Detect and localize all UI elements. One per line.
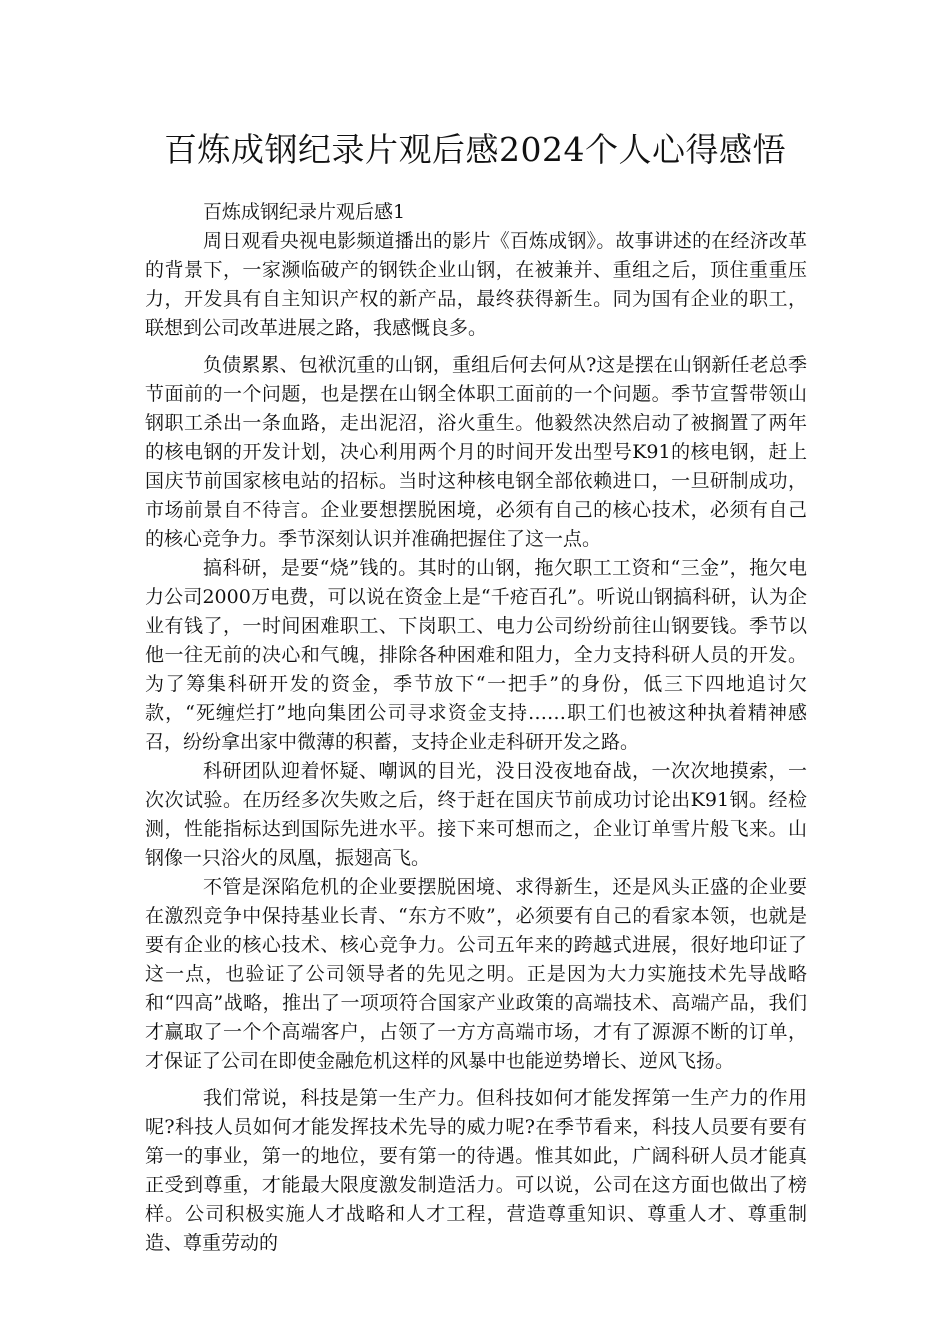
paragraph-5: 不管是深陷危机的企业要摆脱困境、求得新生，还是风头正盛的企业要在激烈竞争中保持基业长青、“东方不败”，必须要有自己的看家本领，也就是要有企业的核心技术、核心竞争力。公司五年来的跨越式进展，很好地印证了这一点，也验证了公司领导者的先见之明。正是因为大力实施技术先导战略和“四高”战略，推出了一项项符合国家产业政策的高端技术、高端产品，我们才赢取了一个个高端客户，占领了一方方高端市场，才有了源源不断的订单，才保证了公司在即使金融危机这样的风暴中也能逆势增长、逆风飞扬。 bbox=[145, 876, 807, 1072]
paragraph-4: 科研团队迎着怀疑、嘲讽的目光，没日没夜地奋战，一次次地摸索，一次次试验。在历经多次失败之后，终于赶在国庆节前成功讨论出K91钢。经检测，性能指标达到国际先进水平。接下来可想而之，企业订单雪片般飞来。山钢像一只浴火的凤凰，振翅高飞。 bbox=[145, 760, 807, 869]
document-title: 百炼成钢纪录片观后感2024个人心得感悟 bbox=[164, 130, 786, 169]
paragraph-3: 搞科研，是要“烧”钱的。其时的山钢，拖欠职工工资和“三金”，拖欠电力公司2000万电费，可以说在资金上是“千疮百孔”。听说山钢搞科研，认为企业有钱了，一时间困难职工、下岗职工、电力公司纷纷前往山钢要钱。季节以他一往无前的决心和气魄，排除各种困难和阻力，全力支持科研人员的开发。为了筹集科研开发的资金，季节放下“一把手”的身份，低三下四地追讨欠款，“死缠烂打”地向集团公司寻求资金支持……职工们也被这种执着精神感召，纷纷拿出家中微薄的积蓄，支持企业走科研开发之路。 bbox=[145, 557, 807, 753]
document-body bbox=[145, 198, 807, 1258]
paragraph-2: 负债累累、包袱沉重的山钢，重组后何去何从?这是摆在山钢新任老总季节面前的一个问题，也是摆在山钢全体职工面前的一个问题。季节宣誓带领山钢职工杀出一条血路，走出泥沼，浴火重生。他毅然决然启动了被搁置了两年的核电钢的开发计划，决心利用两个月的时间开发出型号K91的核电钢，赶上国庆节前国家核电站的招标。当时这种核电钢全部依赖进口，一旦研制成功，市场前景自不待言。企业要想摆脱困境，必须有自己的核心技术，必须有自己的核心竞争力。季节深刻认识并准确把握住了这一点。 bbox=[145, 354, 807, 550]
paragraph-1: 周日观看央视电影频道播出的影片《百炼成钢》。故事讲述的在经济改革的背景下，一家濒临破产的钢铁企业山钢，在被兼并、重组之后，顶住重重压力，开发具有自主知识产权的新产品，最终获得新生。同为国有企业的职工，联想到公司改革进展之路，我感慨良多。 bbox=[145, 230, 807, 339]
section-subtitle: 百炼成钢纪录片观后感1 bbox=[203, 201, 406, 223]
paragraph-6: 我们常说，科技是第一生产力。但科技如何才能发挥第一生产力的作用呢?科技人员如何才能发挥技术先导的威力呢?在季节看来，科技人员要有要有第一的事业，第一的地位，要有第一的待遇。惟其如此，广阔科研人员才能真正受到尊重，才能最大限度激发制造活力。可以说，公司在这方面也做出了榜样。公司积极实施人才战略和人才工程，营造尊重知识、尊重人才、尊重制造、尊重劳动的 bbox=[145, 1087, 807, 1254]
